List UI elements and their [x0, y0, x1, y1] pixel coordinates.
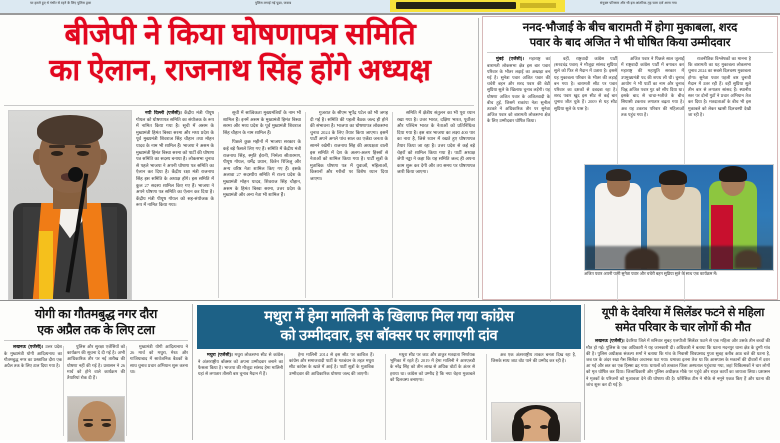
main-column-3	[310, 110, 388, 300]
deoria-headline	[586, 304, 780, 335]
baramati-headline	[483, 17, 777, 50]
paragraph-text: उत्तर प्रदेश के मुख्यमंत्री योगी आदित्यनाथ का गौतमबुद्ध नगर का प्रस्तावित दौरा एक अप्रैल तक के लिए टाल दिया गया है।	[4, 344, 62, 368]
paragraph-text: अब एक अंतरराष्ट्रीय ताकत बनता दिख रहा है, जिसके साथ जाट वोट पाने की उम्मीद कर रही है।	[491, 352, 576, 364]
column-paragraph	[4, 344, 62, 369]
column-paragraph	[136, 110, 214, 209]
photo-eye-left	[51, 151, 63, 156]
mathura-story	[194, 304, 584, 440]
baramati-columns	[483, 56, 777, 306]
dateline: मुंबई (एजेंसी)।	[496, 56, 524, 61]
baramati-headline-line2: पवार के बाद अजित ने भी घोषित किया उम्मीदवार	[529, 36, 731, 49]
yogi-story	[0, 304, 192, 440]
photo-foreground-head-2	[735, 250, 761, 268]
column-paragraph	[586, 338, 770, 388]
mathura-headline-line1: मथुरा में हेमा मालिनी के खिलाफ मिल गया कांग्रेस	[264, 309, 514, 325]
ajit-pawar-sunetra-supriya-photo	[584, 164, 774, 271]
paragraph-text: मथुरा लोकसभा सीट से कांग्रेस ने अंतरराष्ट्रीय बॉक्सर को अपना उम्मीदवार बनाने का फैसला किया है। भाजपा की मौजूदा सांसद हेमा मालिनी यहां से लगातार तीसरी बार चुनाव मैदान में हैं।	[198, 352, 283, 376]
deoria-column-1	[586, 338, 770, 442]
paragraph-text: पुलिस और सुरक्षा एजेंसियों को कार्यक्रम की सूचना दे दी गई है। अभी आधिकारिक तौर पर नई तारीख की घोषणा नहीं की गई है। प्रशासन ने 26 मार्च को होने वाले कार्यक्रम की तैयारियां रोक दी हैं।	[67, 344, 125, 381]
paragraph-text: गुजरात के सीएम भूपेंद्र पटेल को भी जगह दी गई है। समिति की पहली बैठक जल्द ही होने की संभावना है। भाजपा का घोषणापत्र लोकसभा चुनाव 2024 के लिए तैयार किया जाएगा। इसमें पार्टी अपने अगले पांच साल का एजेंडा जनता के सामने रखेगी। राजनाथ सिंह की अध्यक्षता वाली इस समिति में देश के अलग-अलग हिस्सों से नेताओं को शामिल किया गया है। पार्टी सूत्रों के मुताबिक घोषणा पत्र में युवाओं, महिलाओं, किसानों और गरीबों पर विशेष ध्यान दिया जाएगा।	[310, 110, 388, 181]
deoria-story	[586, 304, 780, 440]
photo-brow-left	[49, 145, 65, 148]
main-right-divider	[478, 18, 479, 298]
bottom-section-divider	[0, 300, 780, 301]
photo-eye-right	[77, 151, 89, 156]
photo-hair-left	[512, 417, 524, 442]
yogi-column-1	[4, 344, 62, 436]
photo-woman1-hair	[659, 170, 687, 185]
mathura-column-1	[198, 352, 283, 440]
rajnath-singh-photo	[8, 110, 132, 300]
yellow-banner-ad	[390, 0, 565, 12]
strip-text-left: पर हमले हुए थे गंभीर से रहने के लिए पुलिस द्वारा	[30, 1, 92, 5]
main-column-1	[136, 110, 214, 300]
main-column-2	[223, 110, 301, 300]
baramati-column-1	[487, 56, 550, 304]
main-story	[0, 17, 476, 298]
deoria-headline-line1: यूपी के देवरिया में सिलेंडर फटने से महिला	[601, 307, 765, 319]
yogi-headline	[0, 304, 192, 338]
dateline: लखनऊ (एजेंसी)।	[13, 344, 44, 349]
main-headline-line1: बीजेपी ने किया घोषणापत्र समिति	[64, 18, 416, 51]
column-paragraph	[487, 56, 550, 125]
main-headline-line2: का ऐलान, राजनाथ सिंह होंगे अध्यक्ष	[49, 54, 431, 87]
main-headline-rule	[4, 105, 474, 106]
main-story-columns	[136, 110, 474, 300]
yogi-column-3	[130, 344, 188, 436]
main-column-4	[397, 110, 475, 300]
photo-eye-left	[523, 425, 531, 429]
baramati-story	[482, 16, 778, 300]
photo-face	[78, 401, 116, 442]
microphone-head	[68, 167, 83, 182]
paragraph-text: वहीं, राष्ट्रवादी कांग्रेस पार्टी (शरदचंद्र पवार) ने मौजूदा सांसद सुप्रिया सुले को फिर से मैदान में उतारा है। इससे यह मुकाबला परिवार के भीतर की लड़ाई बन गया है। बारामती सीट पर पवार परिवार का दशकों से दबदबा रहा है। शरद पवार खुद इस सीट से कई बार चुनाव जीत चुके हैं। 2009 से यह सीट सुप्रिया सुले के पास है।	[554, 56, 617, 111]
paragraph-text: पिछले कुछ महीनों में भाजपा सरकार के कई बड़े फैसले लिए गए हैं। समिति में केंद्रीय मंत्री राजनाथ सिंह, स्मृति ईरानी, निर्मला सीतारमण, पीयूष गोयल, धर्मेंद्र प्रधान, किरेन रिजिजू और अन्य वरिष्ठ नेता शामिल किए गए हैं। इसके अलावा 27 सदस्यीय समिति में राज्य प्रदेश के मुख्यमंत्री मोहन यादव, शिवराज सिंह चौहान, असम के हिमंत बिस्वा सरमा, उत्तर प्रदेश के मुख्यमंत्री और अन्य नेता भी शामिल हैं।	[223, 139, 301, 198]
deoria-columns	[586, 338, 780, 443]
banner-block-secondary	[520, 3, 556, 8]
photo-hair-right	[548, 417, 560, 442]
main-headline	[6, 17, 474, 89]
yogi-headline-line1: योगी का गौतमबुद्ध नगर दौरा	[34, 307, 158, 321]
column-paragraph	[198, 352, 283, 377]
paragraph-text: मथुरा सीट पर जाट और ठाकुर मतदाता निर्णायक भूमिका में रहते हैं। 2019 में हेमा मालिनी ने आरएलडी के नरेंद्र सिंह को तीन लाख से अधिक वोटों के अंतर से हराया था। कांग्रेस को उम्मीद है कि नया चेहरा मुकाबले को दिलचस्प बनाएगा।	[390, 352, 475, 382]
strip-divider-rule	[0, 13, 780, 15]
photo-hair	[37, 115, 103, 145]
mathura-column-3	[390, 352, 475, 440]
column-rule	[284, 354, 285, 440]
yogi-headline-rule	[4, 340, 188, 341]
column-rule	[550, 56, 551, 302]
column-rule	[218, 112, 219, 298]
yogi-headline-line2: एक अप्रैल तक के लिए टला	[37, 323, 155, 337]
banner-block	[396, 2, 516, 9]
mathura-columns	[194, 352, 584, 440]
paragraph-text: सूची में सात्विकता मुख्यमंत्रियों के नाम भी शामिल हैं। इनमें असम के मुख्यमंत्री हिमंत बिस्वा सरमा और मध्य प्रदेश के पूर्व मुख्यमंत्री शिवराज सिंह चौहान के नाम शामिल हैं।	[223, 110, 301, 135]
deoria-headline-line2: समेत परिवार के चार लोगों की मौत	[615, 321, 751, 334]
photo-woman2-hair	[719, 166, 747, 182]
bottom-left-divider	[192, 304, 193, 440]
photo-foreground-head-1	[625, 248, 659, 270]
photo-eye-right	[102, 423, 111, 427]
mathura-headline-box	[197, 305, 581, 349]
photo-brow-right	[101, 419, 111, 421]
dateline: मथुरा (एजेंसी)।	[207, 352, 233, 357]
top-cut-strip	[0, 0, 780, 13]
mathura-column-4	[491, 352, 576, 402]
mathura-headline-line2: को उम्मीदवार, इस बॉक्सर पर लगाएगी दांव	[280, 328, 498, 344]
paragraph-text: अजित पवार ने पिछले साल जुलाई में राष्ट्रवादी कांग्रेस पार्टी में बगावत कर महाराष्ट्र की महायुति सरकार में उपमुख्यमंत्री पद की शपथ ली थी। चुनाव आयोग ने भी पार्टी का नाम और चुनाव चिह्न अजित पवार गुट को सौंप दिया था। इसके बाद से चाचा-भतीजे के बीच सियासी टकराव लगातार बढ़ता गया है। अब यह टकराव परिवार की महिलाओं तक पहुंच गया है।	[621, 56, 684, 117]
baramati-headline-line1: ननद-भौजाई के बीच बारामती में होगा मुकाबला, शरद	[522, 21, 738, 34]
paragraph-text: हेमा मालिनी 2014 से इस सीट पर काबिज हैं। कांग्रेस और समाजवादी पार्टी के गठबंधन के तहत मथुरा सीट कांग्रेस के खाते में आई है। पार्टी सूत्रों के मुताबिक उम्मीदवार की आधिकारिक घोषणा जल्द की जाएगी।	[289, 352, 374, 376]
photo-brow-left	[83, 419, 93, 421]
column-rule	[385, 354, 386, 440]
strip-text-middle: पुलिस लगाई गई पूछा, जवाब	[255, 1, 292, 5]
dateline: नयी दिल्ली (एजेंसी)।	[145, 110, 182, 115]
paragraph-text: देवरिया जिले में शनिवार सुबह एलपीजी सिलेंडर फटने से एक महिला और उसके तीन बच्चों की मौत हो गई। पुलिस के एक अधिकारी ने यह जानकारी दी। अधिकारी ने बताया कि घटना मदनपुर थाना क्षेत्र के दुग्गी गांव की है। पुलिस अधीक्षक संकल्प शर्मा ने बताया कि गांव के निवासी शिवप्रसाद गुप्ता सुबह करीब आठ बजे की घटना है, जब घर के अंदर रखा गैस सिलेंडर अचानक फट गया। धमाका इतना तेज था कि आसपास के मकानों की दीवारों में दरार आ गई और छत का एक हिस्सा ढह गया। घायलों को तत्काल जिला अस्पताल पहुंचाया गया, जहां चिकित्सकों ने चार लोगों को मृत घोषित कर दिया। जिलाधिकारी और पुलिस अधीक्षक मौके पर पहुंचे और राहत कार्यों का जायजा लिया। प्रशासन ने मृतकों के परिजनों को मुआवजा देने की घोषणा की है। फोरेंसिक टीम ने मौके से नमूने एकत्र किए हैं और घटना की जांच शुरू कर दी गई है।	[586, 338, 770, 387]
bottom-right-divider	[584, 304, 585, 440]
column-rule	[392, 112, 393, 298]
hema-malini-photo	[491, 402, 581, 442]
mathura-column-2	[289, 352, 374, 440]
paragraph-text: महाराष्ट्र का बारामती लोकसभा क्षेत्र इस बार पवार परिवार के भीतर लड़ाई का अखाड़ा बन गई है। सुनेत्रा पवार अजित पवार की चचेरी बहन और शरद पवार की बेटी सुप्रिया सुले के खिलाफ चुनाव लड़ेंगी। यह घोषणा अजित पवार के अजितवादी के बीच हुई, जिसमें राकांपा नेता सुनील तटकरे ने अधिकारिक तौर पर सुनेत्रा अजित पवार को बारामती लोकसभा क्षेत्र के लिए उम्मीदवार घोषित किया।	[487, 56, 550, 124]
paragraph-text: समिति में क्षेत्रीय संतुलन का भी पूरा ध्यान रखा गया है। उत्तर भारत, दक्षिण भारत, पूर्वोत्तर और पश्चिम भारत के नेताओं को प्रतिनिधित्व दिया गया है। इस बार भाजपा का लक्ष्य 400 पार का नारा है, जिसे ध्यान में रखते हुए घोषणापत्र तैयार किया जा रहा है। उत्तर प्रदेश से कई बड़े चेहरों को शामिल किया गया है। पार्टी अध्यक्ष जेपी नड्डा ने कहा कि यह समिति जल्द ही अपना काम शुरू कर देगी और तय समय पर घोषणापत्र जारी किया जाएगा।	[397, 110, 475, 175]
photo-man-hair	[606, 169, 631, 181]
strip-text-right: संयुक्त परिणाम और भी इस आंतरिक-गृह चला दर्ज आना गया	[600, 1, 677, 5]
column-rule	[486, 354, 487, 440]
photo-scarf-yellow	[39, 231, 53, 299]
photo-caption: अजित पवार अपनी पत्नी सुनेत्रा पवार और चचेरी बहन सुप्रिया सुले के साथ एक कार्यक्रम में।	[584, 271, 718, 276]
column-rule	[126, 346, 127, 436]
photo-eye-left	[84, 423, 93, 427]
paragraph-text: केंद्रीय मंत्री पीयूष गोयल को घोषणापत्र समिति का संयोजक के रूप में नामित किया गया है। सूची में असम के मुख्यमंत्री हिमंत बिस्वा सरमा और मध्य प्रदेश के पूर्व मुख्यमंत्री शिवराज सिंह चौहान तथा मोहन यादव के नाम भी शामिल हैं। भाजपा ने असम के मुख्यमंत्री हिमंत बिस्वा सरमा को पार्टी की घोषणा पत्र समिति का सदस्य बनाया है। लोकसभा चुनाव से पहले भाजपा ने अपनी घोषणा पत्र समिति का ऐलान कर दिया है। केंद्रीय रक्षा मंत्री राजनाथ सिंह इस समिति के अध्यक्ष होंगे। इस समिति में कुल 27 सदस्य शामिल किए गए हैं। भाजपा ने अपने घोषणा पत्र समिति का ऐलान कर दिया है। केंद्रीय मंत्री पीयूष गोयल को सह-संयोजक के रूप में नामित किया गया।	[136, 110, 214, 208]
paragraph-text: राजनीतिक विश्लेषकों का मानना है कि बारामती का यह मुकाबला लोकसभा चुनाव 2024 का सबसे दिलचस्प मुकाबला होगा। सुनेत्रा पवार पहली बार चुनावी मैदान में उतर रही हैं। वहीं सुप्रिया सुले तीन बार से लगातार सांसद हैं। स्थानीय स्तर पर दोनों गुटों ने प्रचार अभियान तेज कर दिया है। मतदाताओं के बीच भी इस मुकाबले को लेकर खासी दिलचस्पी देखी जा रही है।	[688, 56, 751, 117]
baramati-headline-rule	[487, 52, 773, 53]
dateline: लखनऊ (एजेंसी)।	[595, 338, 625, 343]
photo-brow-right	[75, 145, 91, 148]
yogi-adityanath-photo	[67, 396, 125, 442]
paragraph-text: मुख्यमंत्री योगी आदित्यनाथ ने 26 मार्च को मथुरा, मेरठ और गाजियाबाद में सार्वजनिक बैठकों के साथ चुनाव प्रचार अभियान शुरू करना था।	[130, 344, 188, 374]
column-rule	[63, 346, 64, 436]
mathura-headline	[258, 308, 519, 346]
column-rule	[305, 112, 306, 298]
photo-eye-right	[540, 425, 548, 429]
